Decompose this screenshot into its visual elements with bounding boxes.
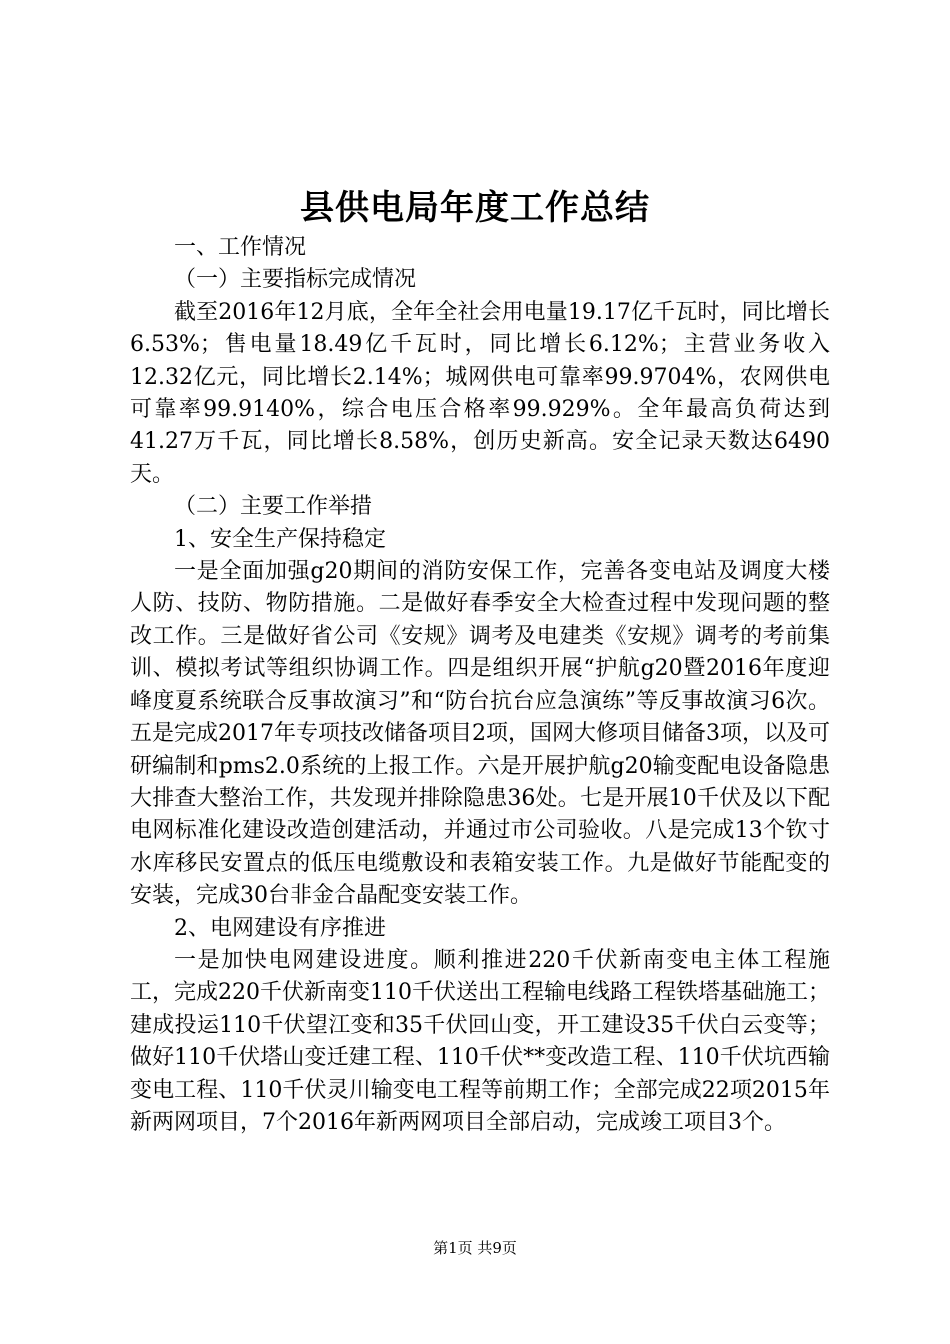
document-body: [130, 232, 830, 1139]
body-paragraph: 截至2016年12月底，全年全社会用电量19.17亿千瓦时，同比增长6.53%；售电量18.49亿千瓦时，同比增长6.12%；主营业务收入12.32亿元，同比增长2.14%；城网供电可靠率99.9704%，农网供电可靠率99.9140%，综合电压合格率99.929%。全年最高负荷达到41.27万千瓦，同比增长8.58%，创历史新高。安全记录天数达6490天。: [130, 299, 830, 487]
body-paragraph: 一是全面加强g20期间的消防安保工作，完善各变电站及调度大楼人防、技防、物防措施。二是做好春季安全大检查过程中发现问题的整改工作。三是做好省公司《安规》调考及电建类《安规》调考的考前集训、模拟考试等组织协调工作。四是组织开展“护航g20暨2016年度迎峰度夏系统联合反事故演习”和“防台抗台应急演练”等反事故演习6次。五是完成2017年专项技改储备项目2项，国网大修项目储备3项，以及可研编制和pms2.0系统的上报工作。六是开展护航g20输变配电设备隐患大排查大整治工作，共发现并排除隐患36处。七是开展10千伏及以下配电网标准化建设改造创建活动，并通过市公司验收。八是完成13个钦寸水库移民安置点的低压电缆敷设和表箱安装工作。九是做好节能配变的安装，完成30台非金合晶配变安装工作。: [130, 559, 830, 909]
item-heading: 2、电网建设有序推进: [174, 915, 386, 941]
section-heading: 一、工作情况: [174, 235, 307, 260]
document-title: 县供电局年度工作总结: [300, 188, 650, 228]
subsection-heading: （一）主要指标完成情况: [174, 267, 417, 293]
page-footer: 第1页 共9页: [433, 1239, 517, 1257]
item-heading: 1、安全生产保持稳定: [174, 526, 386, 552]
body-paragraph: 一是加快电网建设进度。顺利推进220千伏新南变电主体工程施工，完成220千伏新南变110千伏送出工程输电线路工程铁塔基础施工；建成投运110千伏望江变和35千伏回山变，开工建设35千伏白云变等；做好110千伏塔山变迁建工程、110千伏**变改造工程、110千伏坑西输变电工程、110千伏灵川输变电工程等前期工作；全部完成22项2015年新两网项目，7个2016年新两网项目全部启动，完成竣工项目3个。: [130, 947, 830, 1135]
subsection-heading: （二）主要工作举措: [174, 494, 373, 520]
